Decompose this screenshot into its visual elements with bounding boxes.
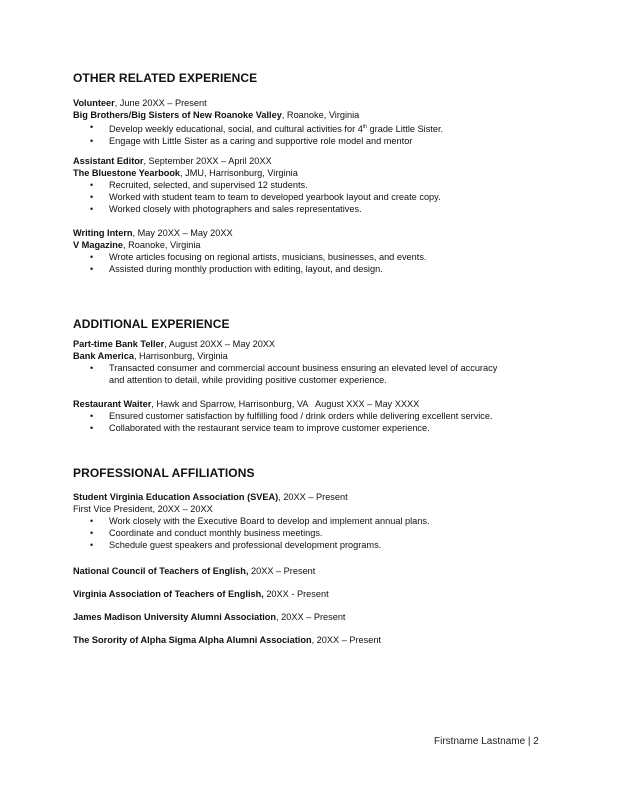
- entry-svea: [73, 491, 573, 551]
- location: , JMU, Harrisonburg, Virginia: [180, 168, 298, 178]
- dates: , June 20XX – Present: [114, 98, 207, 108]
- organization: Student Virginia Education Association (SVEA): [73, 492, 279, 502]
- role: Writing Intern: [73, 228, 133, 238]
- bullet-item: • Schedule guest speakers and professional development programs.: [73, 539, 573, 551]
- entry-assistant-editor: [73, 155, 573, 215]
- entry-bank-teller: [73, 338, 573, 386]
- role: Volunteer: [73, 98, 115, 108]
- page-footer: Firstname Lastname | 2: [434, 736, 539, 747]
- organization: The Bluestone Yearbook: [73, 168, 181, 178]
- bullet-item: • Collaborated with the restaurant service team to improve customer experience.: [73, 422, 573, 434]
- location: , Harrisonburg, Virginia: [133, 351, 228, 361]
- location: , Roanoke, Virginia: [123, 240, 201, 250]
- section-title-professional-affiliations: PROFESSIONAL AFFILIATIONS: [73, 466, 255, 480]
- dates: , 20XX – Present: [278, 492, 348, 502]
- bullet-item: • Worked with student team to team to developed yearbook layout and create copy.: [73, 191, 573, 203]
- bullet-item: • Work closely with the Executive Board to develop and implement annual plans.: [73, 515, 573, 527]
- bullet-item: • Wrote articles focusing on regional artists, musicians, businesses, and events.: [73, 251, 573, 263]
- position: First Vice President, 20XX – 20XX: [73, 504, 213, 514]
- role: Assistant Editor: [73, 156, 144, 166]
- bullet-item: • Transacted consumer and commercial account business ensuring an elevated level of accuracy and attention to detail, while providing positive customer experience.: [73, 362, 573, 386]
- entry-restaurant-waiter: [73, 398, 573, 434]
- bullet-item: • Worked closely with photographers and sales representatives.: [73, 203, 573, 215]
- bullet-item: • Engage with Little Sister as a caring and supportive role model and mentor: [73, 135, 573, 147]
- bullet-item: • Recruited, selected, and supervised 12 students.: [73, 179, 573, 191]
- organization: Bank America: [73, 351, 134, 361]
- section-title-additional-experience: ADDITIONAL EXPERIENCE: [73, 317, 230, 331]
- bullet-item: • Coordinate and conduct monthly business meetings.: [73, 527, 573, 539]
- affiliation-ncte: National Council of Teachers of English, 20XX – Present: [73, 566, 316, 576]
- entry-writing-intern: [73, 227, 573, 275]
- organization: Big Brothers/Big Sisters of New Roanoke Valley: [73, 110, 282, 120]
- bullet-item: • Ensured customer satisfaction by fulfilling food / drink orders while delivering excellent service.: [73, 410, 573, 422]
- details: , Hawk and Sparrow, Harrisonburg, VA August XXX – May XXXX: [151, 399, 420, 409]
- dates: , August 20XX – May 20XX: [164, 339, 276, 349]
- bullet-item: • Assisted during monthly production with editing, layout, and design.: [73, 263, 573, 275]
- affiliation-asa-alumni: The Sorority of Alpha Sigma Alpha Alumni Association, 20XX – Present: [73, 635, 382, 645]
- role: Part-time Bank Teller: [73, 339, 165, 349]
- affiliation-vate: Virginia Association of Teachers of English, 20XX - Present: [73, 589, 329, 599]
- role: Restaurant Waiter: [73, 399, 152, 409]
- entry-volunteer: [73, 97, 573, 147]
- organization: V Magazine: [73, 240, 124, 250]
- affiliation-jmu-alumni: James Madison University Alumni Association, 20XX – Present: [73, 612, 346, 622]
- dates: , September 20XX – April 20XX: [143, 156, 272, 166]
- bullet-item: • Develop weekly educational, social, and cultural activities for 4th grade Little Sister.: [73, 121, 573, 135]
- location: , Roanoke, Virginia: [281, 110, 360, 120]
- dates: , May 20XX – May 20XX: [132, 228, 233, 238]
- section-title-other-experience: OTHER RELATED EXPERIENCE: [73, 71, 258, 85]
